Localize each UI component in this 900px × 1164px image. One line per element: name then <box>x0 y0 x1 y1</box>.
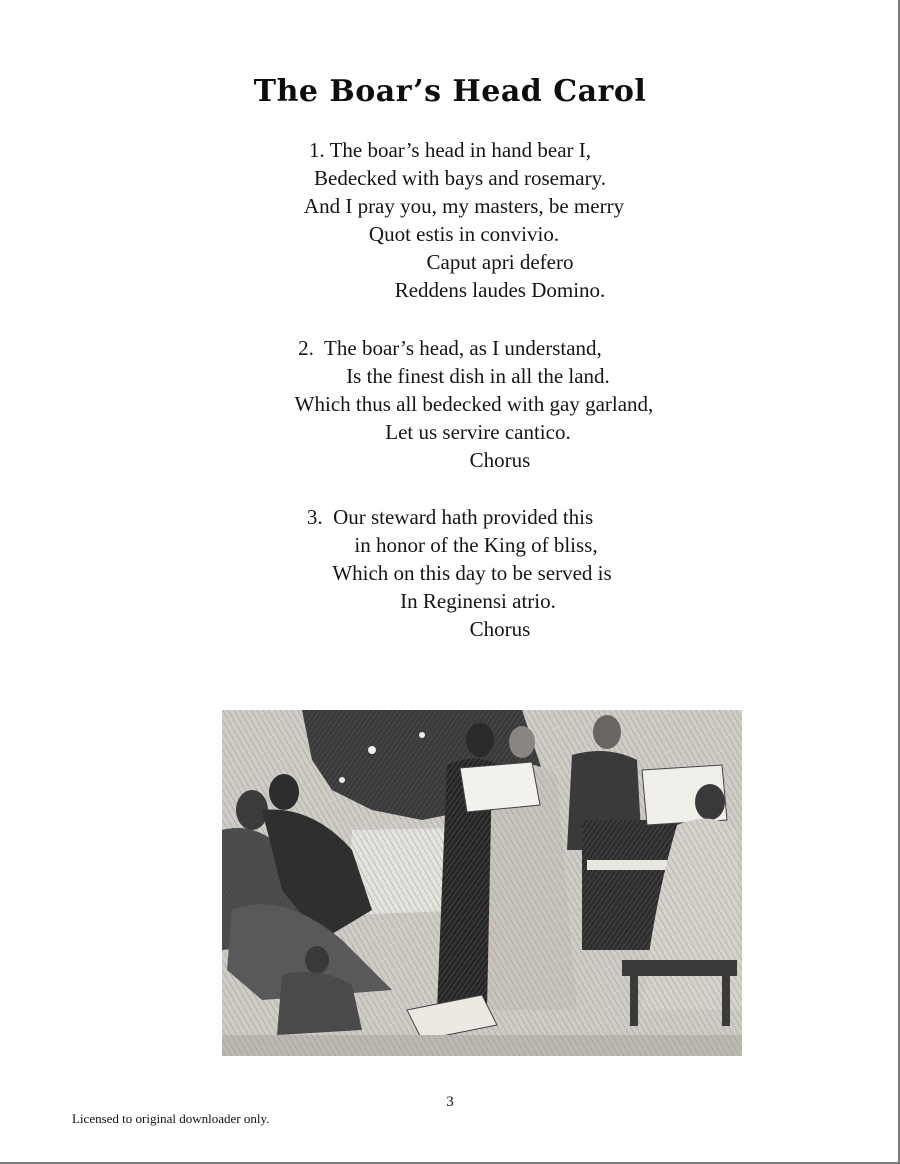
license-notice: Licensed to original downloader only. <box>72 1111 270 1126</box>
verse-1-line-4: Quot estis in convivio. <box>368 222 560 246</box>
verse-1-line-3: And I pray you, my masters, be merry <box>303 194 625 218</box>
verse-1-line-6: Reddens laudes Domino. <box>394 278 606 302</box>
page-number: 3 <box>446 1094 454 1110</box>
verse-2-line-3: Which thus all bedecked with gay garland, <box>294 392 654 416</box>
verse-3-line-2: in honor of the King of bliss, <box>354 533 598 557</box>
verse-3-line-4: In Reginensi atrio. <box>400 589 556 613</box>
verse-2-line-4: Let us servire cantico. <box>385 420 571 444</box>
verse-2-chorus: Chorus <box>469 448 531 472</box>
verse-1-line-2: Bedecked with bays and rosemary. <box>314 166 606 190</box>
verse-3-chorus: Chorus <box>469 617 531 641</box>
verse-3-line-3: Which on this day to be served is <box>332 561 612 585</box>
verse-3-line-1: 3. Our steward hath provided this <box>306 505 594 529</box>
verse-2-line-1: 2. The boar’s head, as I understand, <box>298 336 602 360</box>
verse-1-line-1: 1. The boar’s head in hand bear I, <box>308 138 592 162</box>
page-title: The Boar’s Head Carol <box>253 74 647 109</box>
verse-2-line-2: Is the finest dish in all the land. <box>346 364 610 388</box>
verse-1-line-5: Caput apri defero <box>426 250 574 274</box>
caroling-illustration <box>222 710 742 1056</box>
